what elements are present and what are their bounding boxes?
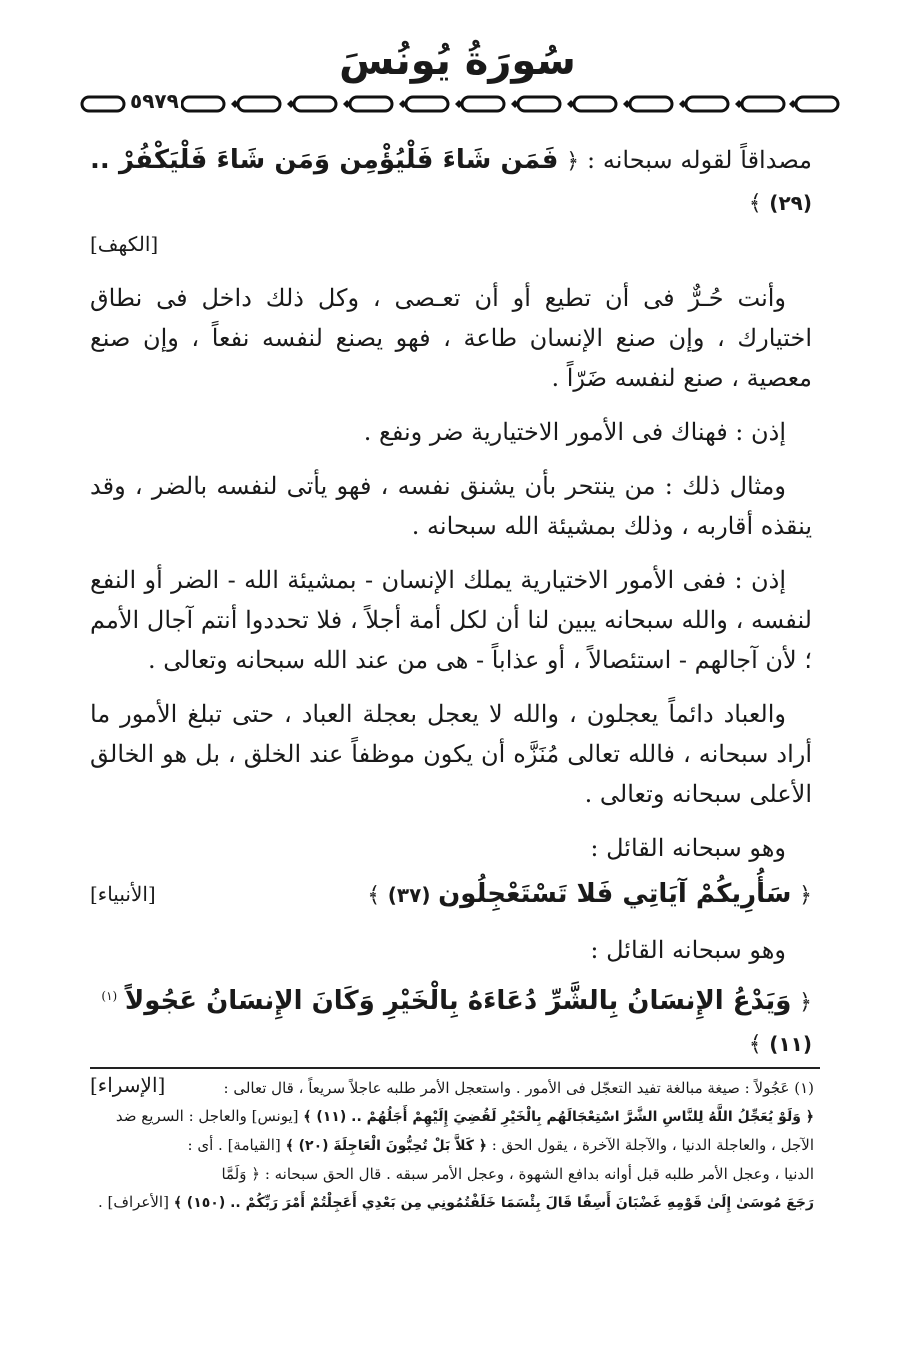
footnote-verse-qiyama: ﴿ كَلاَّ بَلْ تُحِبُّونَ الْعَاجِلَةَ (٢٠) ﴾	[285, 1138, 487, 1154]
main-text	[90, 140, 812, 1105]
verse-ornament-open: ﴿	[566, 149, 580, 174]
footnote-line-4: الدنيا ، وعجل الأمر طلبه قبل أوانه بدافع الشهوة ، وعجل الأمر سبقه . قال الحق سبحانه : ﴿ وَلَمَّا	[221, 1165, 814, 1183]
verse-ornament-open: ﴿	[799, 990, 812, 1015]
ayah-number: (٣٧)	[387, 883, 431, 907]
ayah-number: (١١)	[769, 1032, 812, 1056]
quran-verse-anbiya: سَأُرِيكُمْ آيَاتِي فَلا تَسْتَعْجِلُون	[438, 879, 792, 909]
footnote-line-2	[90, 1102, 814, 1131]
paragraph-1	[90, 140, 812, 264]
paragraph-5: إذن : ففى الأمور الاختيارية يملك الإنسان - بمشيئة الله - الضر أو النفع لنفسه ، والله سبحانه يبين لنا أن لكل أمة أجلاً ، فلا تحددوا أنتم آجال الأمم ؛ لأن آجالهم - استئصالاً ، أو عذاباً - هى من عند الله سبحانه وتعالى .	[90, 566, 812, 674]
footnote-line-3-end: [القيامة] . أى :	[187, 1136, 286, 1154]
surah-reference: [الكهف]	[90, 232, 159, 256]
footnote-line-5	[90, 1188, 814, 1217]
verse-ornament-close: ﴾	[367, 883, 381, 908]
footnote-verse-yunus: ﴿ وَلَوْ يُعَجِّلُ اللَّهُ لِلنَّاسِ الشَّرَّ اسْتِعْجَالَهُم بِالْخَيْرِ لَقُضِيَ إِلَيْهِمْ أَجَلُهُمْ .. (١١) ﴾	[303, 1109, 814, 1125]
footnote-divider	[90, 1067, 820, 1069]
surah-reference: [الإسراء]	[90, 1073, 166, 1097]
paragraph-2: وأنت حُـرٌّ فى أن تطيع أو أن تعـصى ، وكل ذلك داخل فى نطاق اختيارك ، وإن صنع الإنسان طاعة ، فهو يصنع لنفسه نفعاً ، وإن صنع معصية ، صنع لنفسه ضَرّاً .	[90, 284, 813, 392]
footnote-line-2-rest: [يونس] والعاجل : السريع ضد	[115, 1107, 304, 1125]
paragraph-3: إذن : فهناك فى الأمور الاختيارية ضر ونفع .	[363, 418, 786, 446]
footnote-marker: (١)	[101, 989, 118, 1003]
footnote-line-3	[90, 1131, 814, 1160]
ayah-number: (٢٩)	[769, 191, 812, 215]
footnote-verse-araf: رَجَعَ مُوسَىٰ إِلَىٰ قَوْمِهِ غَضْبَانَ أَسِفًا قَالَ بِئْسَمَا خَلَفْتُمُونِي مِن بَعْدِي أَعَجِلْتُمْ أَمْرَ رَبِّكُمْ .. (١٥٠) ﴾	[173, 1195, 814, 1211]
paragraph-4: ومثال ذلك : من ينتحر بأن يشنق نفسه ، فهو يأتى لنفسه بالضر ، وقد ينقذه أقاربه ، وذلك بمشيئة الله سبحانه .	[90, 472, 812, 540]
verse-ornament-close: ﴾	[748, 1032, 762, 1057]
paragraph-8: وهو سبحانه القائل :	[590, 936, 786, 964]
footnote-line-1: (١) عَجُولاً : صيغة مبالغة تفيد التعجّل فى الأمور . واستعجل الأمر طلبه عاجلاً سريعاً ، قال تعالى :	[223, 1079, 814, 1097]
footnotes	[90, 1074, 814, 1217]
surah-title: سُورَةُ يُونُسَ	[339, 38, 576, 84]
paragraph-6: والعباد دائماً يعجلون ، والله لا يعجل بعجلة العباد ، حتى تبلغ الأمور ما أراد سبحانه ، فالله تعالى مُنَزَّه أن يكون موظفاً عند الخلق ، بل هو الخالق الأعلى سبحانه وتعالى .	[90, 700, 812, 808]
footnote-line-3-start: الآجل ، والعاجلة الدنيا ، والآجلة الآخرة ، يقول الحق :	[486, 1136, 814, 1154]
verse-ornament-close: ﴾	[748, 191, 762, 216]
paragraph-7: وهو سبحانه القائل :	[590, 834, 786, 862]
footnote-line-5-rest: [الأعراف] .	[98, 1193, 174, 1211]
page-number: ٥٩٧٩	[130, 89, 179, 113]
ornamental-header-band	[80, 92, 840, 116]
verse-anbiya-line	[90, 874, 812, 916]
verse-ornament-open: ﴿	[799, 883, 812, 908]
quran-verse-kahf: فَمَن شَاءَ فَلْيُؤْمِن وَمَن شَاءَ فَلْيَكْفُرْ ..	[90, 145, 559, 175]
surah-reference: [الأنبياء]	[90, 882, 156, 906]
paragraph-1-text: مصداقاً لقوله سبحانه :	[579, 146, 812, 174]
quran-verse-isra: وَيَدْعُ الإِنسَانُ بِالشَّرِّ دُعَاءَهُ بِالْخَيْرِ وَكَانَ الإِنسَانُ عَجُولاً	[124, 986, 792, 1016]
